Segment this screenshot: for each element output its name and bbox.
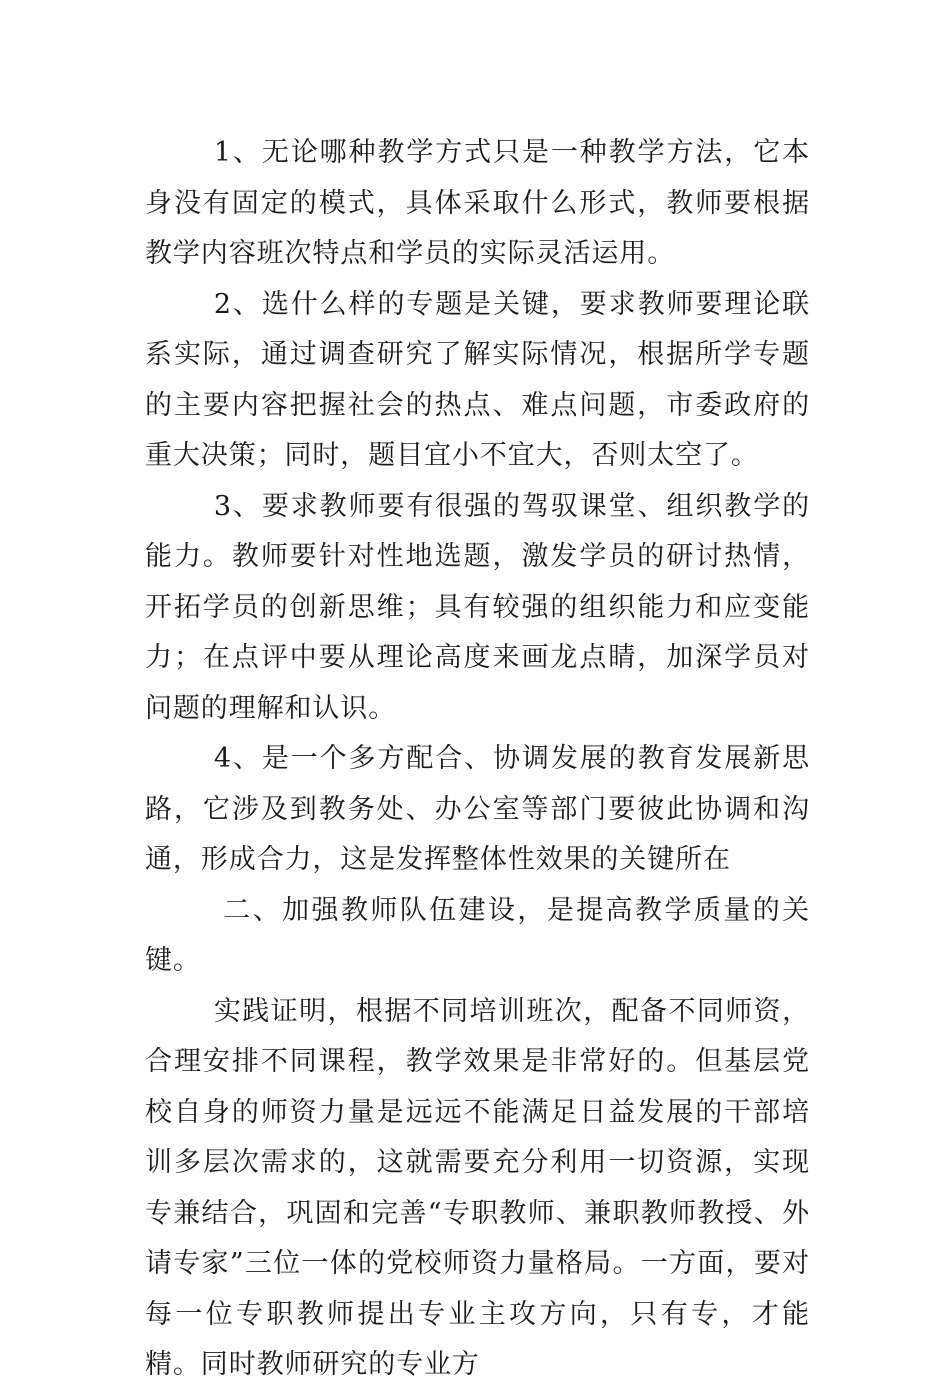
paragraph-item-4: 4、是一个多方配合、协调发展的教育发展新思路，它涉及到教务处、办公室等部门要彼此协调和沟通，形成合力，这是发挥整体性效果的关键所在 — [145, 743, 810, 875]
paragraph-practice: 实践证明，根据不同培训班次，配备不同师资，合理安排不同课程，教学效果是非常好的。但基层党校自身的师资力量是远远不能满足日益发展的干部培训多层次需求的，这就需要充分利用一切资源，实现专兼结合，巩固和完善“专职教师、兼职教师教授、外请专家”三位一体的党校师资力量格局。一方面，要对每一位专职教师提出专业主攻方向，只有专，才能精。同时教师研究的专业方 — [145, 995, 810, 1380]
document-body — [145, 128, 810, 1391]
paragraph-item-3: 3、要求教师要有很强的驾驭课堂、组织教学的能力。教师要针对性地选题，激发学员的研讨热情，开拓学员的创新思维；具有较强的组织能力和应变能力；在点评中要从理论高度来画龙点睛，加深学员对问题的理解和认识。 — [145, 490, 810, 724]
paragraph-item-1: 1、无论哪种教学方式只是一种教学方法，它本身没有固定的模式，具体采取什么形式，教师要根据教学内容班次特点和学员的实际灵活运用。 — [145, 137, 810, 269]
section-heading: 二、加强教师队伍建设，是提高教学质量的关键。 — [145, 894, 810, 976]
paragraph-item-2: 2、选什么样的专题是关键，要求教师要理论联系实际，通过调查研究了解实际情况，根据所学专题的主要内容把握社会的热点、难点问题，市委政府的重大决策；同时，题目宜小不宜大，否则太空了。 — [145, 288, 810, 471]
